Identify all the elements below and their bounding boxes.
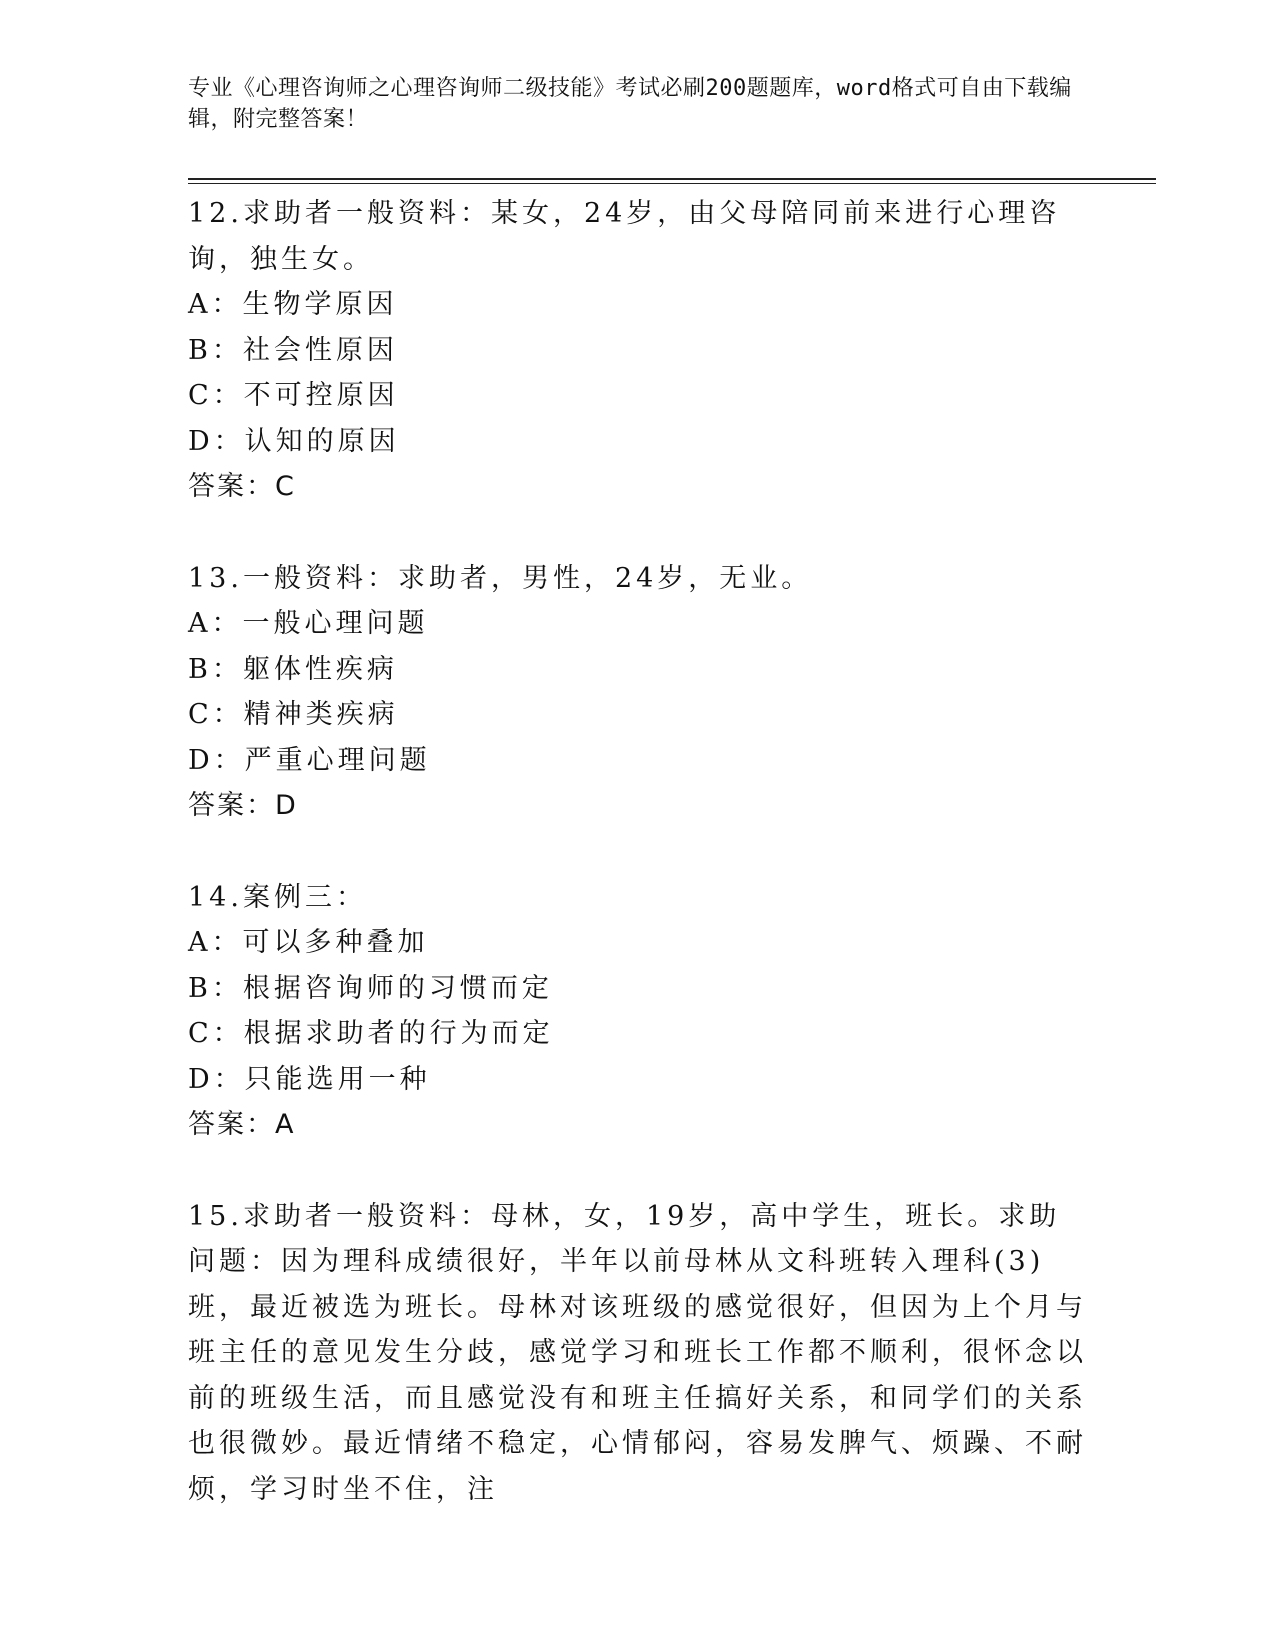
option-d: D：严重心理问题 [188, 744, 431, 776]
option-c: C：不可控原因 [188, 380, 399, 411]
answer-line: 答案：A [188, 1109, 296, 1140]
option-d: D：只能选用一种 [188, 1063, 431, 1095]
question-text: 13.一般资料：求助者，男性，24岁，无业。 [188, 562, 813, 594]
header-divider-thin [188, 183, 1156, 184]
header-divider [188, 178, 1156, 180]
question-block-15 [188, 1194, 1088, 1513]
option-d: D：认知的原因 [188, 425, 400, 457]
option-b: B：社会性原因 [188, 334, 398, 366]
page-header-text: 专业《心理咨询师之心理咨询师二级技能》考试必刷200题题库，word格式可自由下载编辑，附完整答案！ [188, 76, 1072, 132]
question-block-12 [188, 191, 1088, 510]
answer-line: 答案：D [188, 790, 298, 821]
option-b: B：躯体性疾病 [188, 653, 398, 685]
option-a: A：一般心理问题 [188, 608, 429, 639]
option-c: C：根据求助者的行为而定 [188, 1018, 554, 1049]
question-text: 12.求助者一般资料：某女，24岁，由父母陪同前来进行心理咨询，独生女。 [188, 198, 1061, 275]
option-b: B：根据咨询师的习惯而定 [188, 972, 553, 1004]
question-list [188, 191, 1088, 1558]
option-a: A：生物学原因 [188, 289, 398, 320]
question-text: 14.案例三： [188, 881, 367, 913]
option-c: C：精神类疾病 [188, 699, 399, 730]
option-a: A：可以多种叠加 [188, 927, 429, 958]
question-block-14 [188, 875, 1088, 1148]
question-block-13 [188, 556, 1088, 829]
question-text: 15.求助者一般资料：母林，女，19岁，高中学生，班长。求助问题：因为理科成绩很好，半年以前母林从文科班转入理科(3)班，最近被选为班长。母林对该班级的感觉很好，但因为上个月与班主任的意见发生分歧，感觉学习和班长工作都不顺利，很怀念以前的班级生活，而且感觉没有和班主任搞好关系，和同学们的关系也很微妙。最近情绪不稳定，心情郁闷，容易发脾气、烦躁、不耐烦，学习时坐不住，注 [188, 1200, 1087, 1505]
answer-line: 答案：C [188, 471, 296, 502]
